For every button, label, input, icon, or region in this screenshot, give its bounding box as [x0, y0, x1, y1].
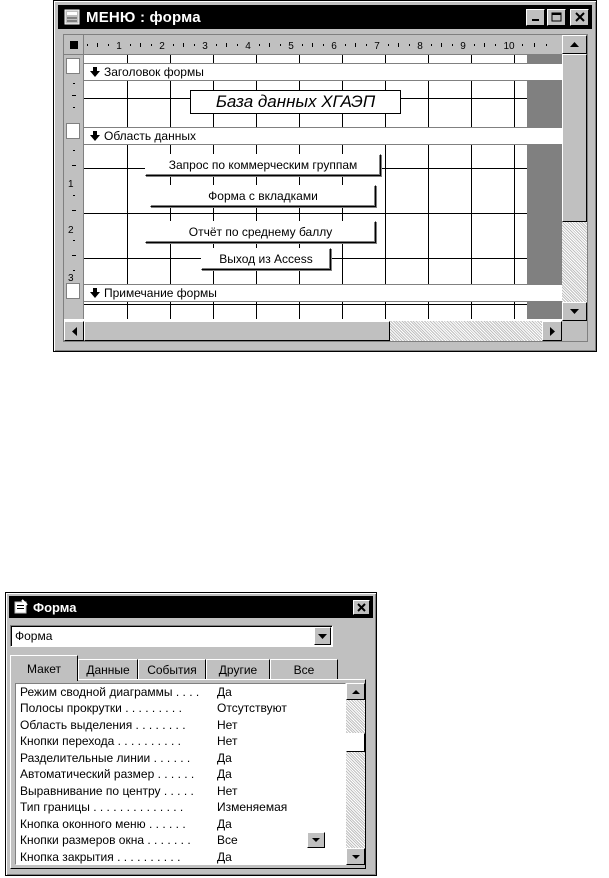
property-name: Полосы прокрутки . . . . . . . . .	[20, 701, 182, 715]
design-horizontal-scrollbar[interactable]	[64, 321, 562, 341]
tab-all[interactable]: Все	[270, 659, 338, 679]
ruler-h-label: 7	[374, 41, 380, 52]
scroll-down-button[interactable]	[346, 848, 365, 865]
ruler-h-label: 2	[159, 41, 165, 52]
property-name: Кнопка оконного меню . . . . . .	[20, 817, 186, 831]
arrow-down-icon	[570, 309, 579, 314]
property-row[interactable]	[16, 717, 346, 734]
property-name: Тип границы . . . . . . . . . . . . . .	[20, 800, 184, 814]
property-name: Кнопка закрытия . . . . . . . . . .	[20, 850, 181, 864]
ruler-h-label: 5	[288, 41, 294, 52]
object-selector-value: Форма	[15, 629, 53, 643]
property-row[interactable]	[16, 832, 346, 849]
property-name: Режим сводной диаграммы . . . .	[20, 685, 200, 699]
arrow-down-icon	[352, 855, 360, 859]
property-list	[15, 683, 346, 865]
property-name: Автоматический размер . . . . . .	[20, 767, 195, 781]
scroll-right-button[interactable]	[542, 321, 562, 341]
close-icon	[575, 12, 585, 22]
query-commercial-groups-button[interactable]: Запрос по коммерческим группам	[145, 154, 381, 176]
property-sheet-titlebar[interactable]	[9, 596, 373, 618]
section-detail-label: Область данных	[104, 129, 196, 143]
chevron-down-icon	[318, 634, 327, 639]
design-vertical-scrollbar[interactable]	[562, 35, 587, 321]
tab-layout[interactable]: Макет	[10, 655, 78, 681]
section-footer-bar[interactable]	[84, 284, 562, 302]
form-icon	[64, 9, 80, 25]
scroll-corner	[562, 321, 587, 341]
average-grade-report-button[interactable]: Отчёт по среднему баллу	[145, 221, 376, 243]
ruler-h-label: 8	[417, 41, 423, 52]
maximize-button[interactable]	[547, 9, 566, 26]
form-selector[interactable]	[64, 35, 84, 55]
property-tabs	[10, 655, 340, 680]
scroll-left-button[interactable]	[64, 321, 84, 341]
property-value: Да	[217, 767, 232, 781]
scroll-thumb[interactable]	[346, 733, 365, 752]
design-client-area	[63, 34, 588, 342]
scroll-up-button[interactable]	[346, 683, 365, 700]
property-name: Разделительные линии . . . . . .	[20, 751, 191, 765]
form-title-label[interactable]: База данных ХГАЭП	[190, 90, 401, 114]
minimize-icon	[531, 12, 541, 22]
property-value: Да	[217, 817, 232, 831]
property-value: Нет	[217, 734, 238, 748]
ruler-h-label: 1	[116, 41, 122, 52]
property-value: Да	[217, 850, 232, 864]
arrow-right-icon	[550, 327, 555, 336]
ruler-h-label: 6	[331, 41, 337, 52]
property-row[interactable]	[16, 684, 346, 701]
section-header-bar[interactable]	[84, 63, 562, 81]
property-list-scrollbar[interactable]	[346, 683, 365, 865]
property-value: Изменяемая	[217, 800, 288, 814]
chevron-down-icon	[312, 838, 320, 842]
section-arrow-icon	[90, 67, 100, 77]
tab-data[interactable]: Данные	[78, 659, 138, 679]
property-sheet-close-button[interactable]	[353, 600, 370, 615]
ruler-h-label: 9	[460, 41, 466, 52]
object-selector-dropdown-button[interactable]	[314, 627, 331, 645]
ruler-h-label: 3	[202, 41, 208, 52]
maximize-icon	[551, 12, 562, 22]
close-button[interactable]	[570, 9, 589, 26]
scroll-down-button[interactable]	[562, 302, 587, 321]
property-name: Кнопки размеров окна . . . . . . .	[20, 833, 191, 847]
section-arrow-icon	[90, 131, 100, 141]
scroll-thumb[interactable]	[562, 54, 587, 222]
property-name: Область выделения . . . . . . . .	[20, 718, 186, 732]
property-value: Да	[217, 751, 232, 765]
design-window-title: МЕНЮ : форма	[86, 8, 201, 26]
ruler-v-label: 1	[68, 179, 74, 190]
section-arrow-icon	[90, 288, 100, 298]
ruler-v-label: 3	[68, 273, 74, 284]
property-value-dropdown-button[interactable]	[307, 832, 325, 848]
property-row[interactable]	[16, 733, 346, 750]
property-row[interactable]	[16, 750, 346, 767]
section-header-label: Заголовок формы	[104, 65, 204, 79]
property-sheet-title: Форма	[33, 599, 77, 615]
arrow-up-icon	[352, 690, 360, 694]
property-name: Кнопки перехода . . . . . . . . . .	[20, 734, 181, 748]
scroll-up-button[interactable]	[562, 35, 587, 54]
property-row[interactable]	[16, 700, 346, 717]
section-detail-bar[interactable]	[84, 127, 562, 145]
ruler-h-label: 10	[503, 41, 515, 52]
property-row[interactable]	[16, 849, 346, 865]
horizontal-ruler[interactable]	[84, 35, 562, 55]
vertical-ruler[interactable]	[64, 55, 84, 319]
tab-events[interactable]: События	[138, 659, 206, 679]
minimize-button[interactable]	[526, 9, 545, 26]
design-window-titlebar[interactable]	[58, 5, 592, 29]
property-name: Выравнивание по центру . . . . .	[20, 784, 194, 798]
exit-access-button[interactable]: Выход из Access	[201, 248, 331, 270]
ruler-v-label: 2	[68, 225, 74, 236]
scroll-h-thumb[interactable]	[84, 321, 390, 341]
arrow-left-icon	[72, 327, 77, 336]
property-sheet-window	[5, 592, 377, 876]
property-value: Да	[217, 685, 232, 699]
property-row[interactable]	[16, 783, 346, 800]
tabbed-form-button[interactable]: Форма с вкладками	[150, 185, 376, 207]
section-footer-label: Примечание формы	[104, 286, 217, 300]
form-design-window	[53, 0, 597, 352]
arrow-up-icon	[570, 42, 579, 47]
property-row[interactable]	[16, 766, 346, 783]
property-row[interactable]	[16, 799, 346, 816]
property-value[interactable]: Все	[217, 833, 238, 847]
property-value: Нет	[217, 718, 238, 732]
property-value: Отсутствуют	[217, 701, 287, 715]
object-selector-dropdown[interactable]	[10, 625, 333, 647]
property-row[interactable]	[16, 816, 346, 833]
property-value: Нет	[217, 784, 238, 798]
close-icon	[357, 603, 366, 612]
tab-other[interactable]: Другие	[206, 659, 270, 679]
property-sheet-icon	[13, 599, 29, 615]
ruler-h-label: 4	[245, 41, 251, 52]
